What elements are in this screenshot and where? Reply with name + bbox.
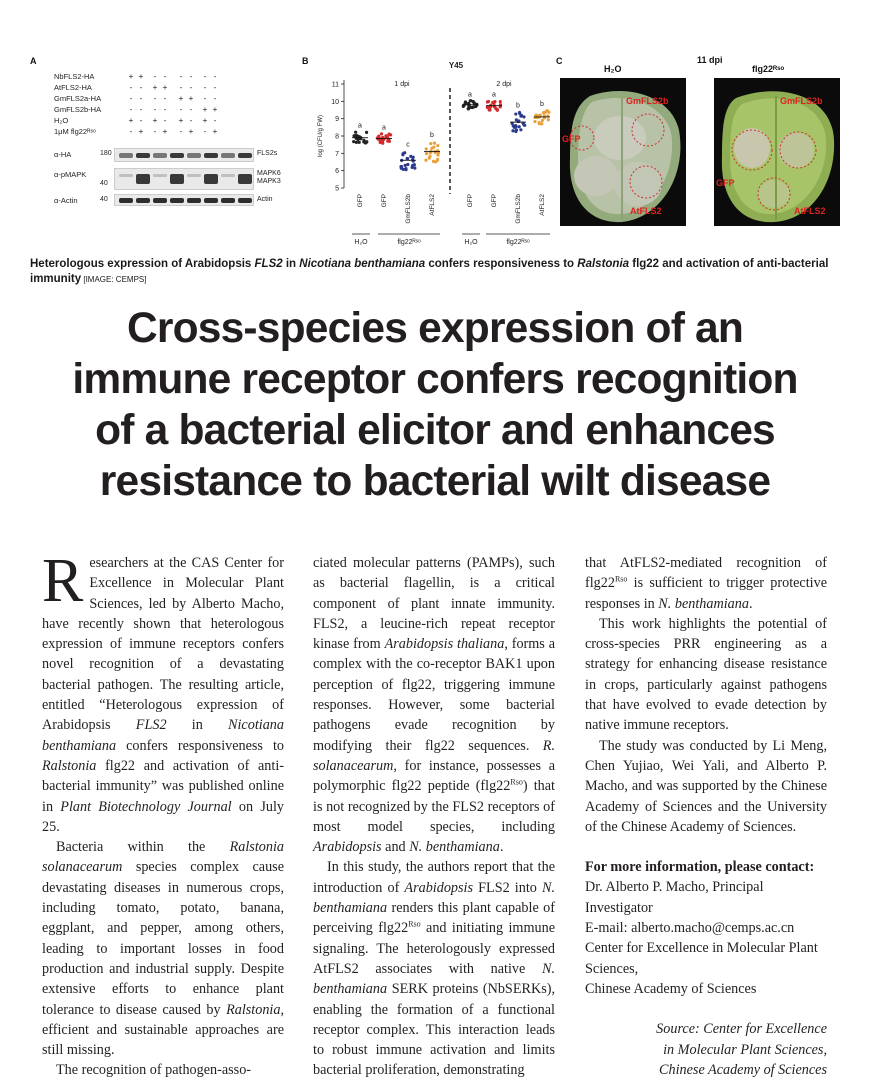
text-run: flg22 and activation of anti-bacterial immunity — [30, 258, 829, 285]
superscript-text: Rso — [614, 574, 628, 584]
blot-band — [119, 153, 133, 158]
article-column-1 — [42, 547, 284, 1081]
significance-letter: b — [430, 132, 434, 140]
condition-value: + — [162, 127, 168, 136]
data-point — [401, 153, 404, 156]
y-tick-label: 8 — [335, 133, 339, 141]
paragraph — [313, 553, 555, 857]
data-point — [464, 100, 467, 103]
significance-letter: c — [406, 141, 410, 149]
panel-c-title: 11 dpi — [697, 55, 723, 65]
blot-band — [238, 174, 252, 184]
data-point — [430, 147, 433, 150]
condition-value: + — [212, 105, 218, 114]
group-label: 1 dpi — [394, 81, 410, 88]
text-run: Bacteria within the — [56, 839, 230, 856]
condition-value: - — [163, 105, 167, 114]
data-point — [499, 100, 502, 103]
text-run: , for instance, possesses a polymorphic flg22 peptide (flg22 — [313, 757, 555, 795]
blot-band — [136, 174, 150, 184]
italic-text: Ralstonia — [577, 258, 630, 270]
significance-letter: a — [382, 124, 386, 132]
data-point — [488, 108, 491, 111]
x-category-label: GmFLS2b — [405, 194, 412, 224]
condition-value: - — [163, 116, 167, 125]
condition-row — [54, 83, 294, 94]
data-point — [547, 111, 550, 114]
data-point — [432, 160, 435, 163]
text-run: is sufficient to trigger protective responses in — [585, 575, 827, 612]
blot-band — [221, 174, 235, 177]
italic-text: FLS2 — [135, 717, 167, 734]
condition-value: - — [139, 105, 143, 114]
data-point — [380, 132, 383, 135]
molecular-weight-marker: 40 — [100, 196, 108, 203]
italic-text: Arabidopsis — [404, 879, 474, 896]
blot-antibody-label: α-pMAPK — [54, 170, 87, 179]
italic-text: N. benthamiana — [409, 839, 500, 856]
paragraph — [585, 553, 827, 614]
paragraph — [585, 614, 827, 736]
data-point — [364, 141, 367, 144]
data-point — [489, 106, 492, 109]
panel-a-western-blot — [30, 52, 300, 252]
condition-value: + — [162, 83, 168, 92]
blot-band — [136, 153, 150, 158]
column-3-text — [585, 553, 827, 837]
blot-target-label: MAPK6 MAPK3 — [257, 170, 281, 185]
condition-value: + — [138, 127, 144, 136]
condition-value: - — [213, 83, 217, 92]
condition-value: + — [212, 127, 218, 136]
condition-value: - — [163, 72, 167, 81]
italic-text: Arabidopsis thaliana — [384, 636, 505, 653]
treatment-label: H₂O — [354, 239, 368, 246]
data-point — [355, 141, 358, 144]
data-point — [538, 122, 541, 125]
y-tick-label: 6 — [335, 168, 339, 176]
panel-b-bacterial-growth — [298, 52, 560, 252]
leaf-1-heading: H₂O — [604, 64, 622, 74]
text-run: The recognition of pathogen-asso- — [56, 1062, 252, 1079]
headline-line: of a bacterial elicitor and enhances — [95, 407, 775, 454]
significance-letter: a — [492, 91, 496, 99]
italic-text: Arabidopsis — [313, 839, 382, 856]
data-point — [539, 114, 542, 117]
blot-band — [119, 198, 133, 203]
contact-block — [585, 857, 827, 999]
significance-letter: b — [516, 102, 520, 110]
data-point — [547, 118, 550, 121]
paragraph — [313, 857, 555, 1080]
condition-value: - — [213, 116, 217, 125]
leaf-2-label-atfls2: AtFLS2 — [794, 206, 826, 216]
condition-label: GmFLS2a-HA — [54, 94, 102, 103]
y-tick-label: 7 — [335, 150, 339, 158]
molecular-weight-marker: 40 — [100, 180, 108, 187]
text-run: confers responsiveness to — [116, 737, 284, 754]
data-point — [425, 152, 428, 155]
figure-caption — [30, 257, 840, 287]
contact-line: Chinese Academy of Sciences — [585, 980, 757, 997]
condition-label: AtFLS2-HA — [54, 83, 92, 92]
superscript-text: Rso — [510, 777, 523, 787]
y-tick-label: 5 — [335, 185, 339, 193]
condition-value: + — [138, 72, 144, 81]
text-run: and — [381, 839, 410, 856]
data-point — [486, 100, 489, 103]
molecular-weight-marker: 180 — [100, 150, 112, 157]
headline-line: Cross-species expression of an — [126, 305, 744, 352]
data-point — [474, 105, 477, 108]
data-point — [534, 114, 537, 117]
contact-email[interactable]: E-mail: alberto.macho@cemps.ac.cn — [585, 920, 795, 937]
group-label: 2 dpi — [496, 81, 512, 88]
image-credit: [IMAGE: CEMPS] — [81, 275, 147, 284]
text-run: in — [282, 258, 300, 270]
article-column-2 — [313, 553, 555, 1081]
panel-a-letter: A — [30, 56, 37, 66]
condition-label: 1μM flg22ᴿˢᵒ — [54, 127, 96, 136]
italic-text: FLS2 — [254, 258, 283, 270]
condition-value: - — [213, 94, 217, 103]
leaf-image-flg22 — [714, 78, 840, 226]
blot-band — [238, 153, 252, 158]
chart-title: Y45 — [448, 61, 464, 70]
blot-band — [238, 198, 252, 203]
bacterial-growth-chart — [298, 52, 560, 252]
data-point — [496, 108, 499, 111]
data-point — [381, 140, 384, 143]
data-point — [425, 147, 428, 150]
condition-value: - — [153, 94, 157, 103]
figure — [30, 52, 840, 252]
condition-value: + — [202, 116, 208, 125]
blot-band — [204, 174, 218, 184]
significance-letter: b — [540, 101, 544, 108]
text-run: ciated molecular patterns (PAMPs), such as bacterial flagellin, is a critical component of plant innate immunity. FLS2, a leucine-rich repeat receptor kinase from — [313, 555, 555, 653]
text-run: This work highlights the potential of cross-species PRR engineering as a strategy for enhancing disease resistance in crops, particularly against pathogens that have evolved to evade detection by native immune receptors. — [585, 615, 827, 734]
text-run: ) that is not recognized by the FLS2 receptors of most model species, including — [313, 778, 555, 835]
article-column-3 — [585, 553, 827, 1080]
text-run: confers responsiveness to — [425, 258, 578, 270]
blot-band — [170, 198, 184, 203]
condition-value: - — [203, 72, 207, 81]
data-point — [491, 101, 494, 104]
italic-text: Ralstonia solanacearum — [42, 839, 284, 876]
data-point — [404, 164, 407, 167]
y-tick-label: 10 — [331, 98, 339, 106]
y-tick-label: 11 — [331, 81, 339, 89]
data-point — [406, 157, 409, 160]
italic-text: Ralstonia — [226, 1001, 281, 1018]
condition-value: - — [179, 105, 183, 114]
data-point — [376, 136, 379, 139]
blot-antibody-label: α-HA — [54, 150, 72, 159]
blot-band — [187, 153, 201, 158]
condition-value: - — [179, 72, 183, 81]
condition-value: - — [189, 83, 193, 92]
italic-text: Nicotiana benthamiana — [42, 717, 284, 754]
condition-value: - — [189, 72, 193, 81]
x-category-label: AtFLS2 — [539, 194, 546, 216]
text-run: Heterologous expression of Arabidopsis — [30, 258, 255, 270]
leaf-1-label-gfp: GFP — [562, 134, 581, 144]
data-point — [358, 141, 361, 144]
data-point — [356, 138, 359, 141]
blot-band — [221, 198, 235, 203]
data-point — [515, 118, 518, 121]
blot-band — [221, 153, 235, 158]
blot-strip — [114, 148, 254, 162]
paragraph — [42, 837, 284, 1060]
source-line: Source: Center for Excellence — [656, 1021, 827, 1038]
blot-band — [153, 198, 167, 203]
condition-value: - — [139, 116, 143, 125]
text-run: species complex cause devastating diseases in numerous crops, including tomato, potato, banana, eggplant, and pepper, among others, leading to important losses in food production and industrial supply. Despite extensive efforts to enhance plant tolerance to disease caused by — [42, 859, 284, 1018]
data-point — [467, 107, 470, 110]
italic-text: Plant Biotechnology Journal — [60, 798, 232, 815]
data-point — [522, 115, 525, 118]
blot-target-label: FLS2s — [257, 150, 278, 157]
data-point — [429, 142, 432, 145]
text-run: flg22 and activation of anti-bacterial immunity” was published online in — [42, 757, 284, 815]
source-line: in Molecular Plant Sciences, — [663, 1041, 827, 1058]
condition-row — [54, 72, 294, 83]
condition-value: - — [129, 94, 133, 103]
leaf-1-label-atfls2: AtFLS2 — [630, 206, 662, 216]
panel-c-letter: C — [556, 56, 563, 66]
data-point — [514, 130, 517, 133]
drop-cap: R — [42, 547, 84, 615]
significance-letter: a — [358, 122, 362, 130]
data-point — [365, 131, 368, 134]
condition-value: + — [152, 116, 158, 125]
condition-value: - — [179, 127, 183, 136]
text-run: SERK proteins (NbSERKs), enabling the formation of a functional receptor complex. This interaction leads to robust immune activation and limits bacterial proliferation, demonstrating — [313, 981, 555, 1079]
data-point — [519, 128, 522, 131]
text-run: that AtFLS2-mediated recognition of flg22 — [585, 555, 827, 592]
blot-strip — [114, 194, 254, 206]
condition-value: + — [178, 116, 184, 125]
data-point — [436, 144, 439, 147]
text-run: and initiating immune signaling. The heterologously expressed AtFLS2 associates with native — [313, 920, 555, 977]
contact-line: Dr. Alberto P. Macho, Principal Investigator — [585, 879, 764, 916]
condition-value: - — [213, 72, 217, 81]
leaf-2-heading: flg22ᴿˢᵒ — [752, 64, 785, 74]
condition-row — [54, 127, 294, 138]
leaf-2-label-gmfls2b: GmFLS2b — [780, 96, 823, 106]
condition-value: - — [179, 83, 183, 92]
blot-antibody-label: α-Actin — [54, 196, 78, 205]
data-point — [399, 165, 402, 168]
data-point — [518, 125, 521, 128]
text-run: esearchers at the CAS Center for Excellence in Molecular Plant Sciences, led by Alberto Macho, have recently shown that heterologous expression of immune receptors confers novel recognition of a devastating bacterial pathogen. The resulting article, entitled “Heterologous expression of Arabidopsis — [42, 555, 284, 734]
condition-value: - — [153, 72, 157, 81]
contact-line: Center for Excellence in Molecular Plant Sciences, — [585, 940, 818, 977]
data-point — [544, 111, 547, 114]
text-run: In this study, the authors report that the introduction of — [313, 859, 555, 896]
blot-band — [153, 153, 167, 158]
condition-label: H₂O — [54, 116, 69, 125]
source-line: Chinese Academy of Sciences — [659, 1061, 827, 1078]
data-point — [518, 111, 521, 114]
italic-text: N. benthamiana — [313, 960, 555, 998]
condition-value: - — [129, 105, 133, 114]
text-run: . — [748, 595, 753, 612]
text-run: FLS2 into — [473, 879, 542, 896]
blot-target-label: Actin — [257, 196, 273, 203]
blot-band — [170, 153, 184, 158]
text-run: The study was conducted by Li Meng, Chen Yujiao, Wei Yali, and Alberto P. Macho, and was supported by the Chinese Academy of Sciences and the University of the Chinese Academy of Sciences. — [585, 737, 827, 835]
superscript-text: Rso — [408, 919, 421, 929]
significance-letter: a — [468, 91, 472, 99]
condition-label: GmFLS2b-HA — [54, 105, 102, 114]
data-point — [411, 164, 414, 167]
condition-value: - — [139, 83, 143, 92]
leaf-2-label-gfp: GFP — [716, 178, 735, 188]
treatment-label: H₂O — [464, 239, 478, 246]
condition-value: + — [188, 127, 194, 136]
condition-value: + — [202, 105, 208, 114]
x-category-label: AtFLS2 — [429, 194, 436, 216]
paragraph — [42, 1060, 284, 1080]
condition-value: - — [153, 105, 157, 114]
text-run: renders this plant capable of perceiving flg22 — [313, 900, 555, 937]
paragraph — [42, 547, 284, 837]
data-point — [472, 100, 475, 103]
blot-strip — [114, 168, 254, 190]
condition-value: - — [189, 116, 193, 125]
blot-band — [204, 198, 218, 203]
condition-value: - — [163, 94, 167, 103]
condition-value: - — [203, 94, 207, 103]
source-credit — [585, 1019, 827, 1080]
headline-line: resistance to bacterial wilt disease — [99, 458, 771, 505]
data-point — [462, 105, 465, 108]
data-point — [429, 149, 432, 152]
italic-text: R. solanacearum — [313, 737, 555, 774]
data-point — [533, 120, 536, 123]
text-run: in — [166, 717, 229, 734]
x-category-label: GFP — [357, 194, 364, 208]
headline-line: immune receptor confers recognition — [72, 356, 798, 403]
x-category-label: GFP — [467, 194, 474, 208]
headline — [20, 303, 850, 507]
paragraph — [585, 736, 827, 837]
data-point — [386, 139, 389, 142]
italic-text: Nicotiana benthamiana — [299, 258, 426, 270]
data-point — [523, 124, 526, 127]
blot-band — [187, 174, 201, 177]
panel-c-leaf-images — [554, 52, 844, 230]
condition-value: + — [152, 83, 158, 92]
condition-value: + — [188, 94, 194, 103]
data-point — [404, 167, 407, 170]
data-point — [386, 135, 389, 138]
x-category-label: GFP — [491, 194, 498, 208]
condition-value: - — [129, 127, 133, 136]
leaf-1-label-gmfls2b: GmFLS2b — [626, 96, 669, 106]
data-point — [469, 99, 472, 102]
italic-text: N. benthamiana — [313, 879, 555, 917]
condition-row — [54, 105, 294, 116]
x-category-label: GmFLS2b — [515, 194, 522, 224]
condition-value: + — [128, 72, 134, 81]
panel-b-letter: B — [302, 56, 309, 66]
data-point — [424, 159, 427, 162]
condition-row — [54, 116, 294, 127]
condition-value: + — [128, 116, 134, 125]
blot-band — [153, 174, 167, 177]
data-point — [352, 140, 355, 143]
data-point — [541, 119, 544, 122]
condition-value: - — [129, 83, 133, 92]
contact-heading: For more information, please contact: — [585, 859, 815, 876]
text-run: , forms a complex with the co-receptor BAK1 upon perception of flg22, triggering immune responses. However, some bacterial pathogens evade recognition by modifying their flg22 sequences. — [313, 636, 555, 754]
text-run: . — [499, 839, 504, 856]
data-point — [511, 129, 514, 132]
x-category-label: GFP — [381, 194, 388, 208]
data-point — [428, 157, 431, 160]
blot-band — [170, 174, 184, 184]
condition-value: - — [139, 94, 143, 103]
treatment-label: flg22ᴿˢᵒ — [506, 239, 530, 246]
blot-band — [119, 174, 133, 177]
data-point — [433, 142, 436, 145]
condition-value: - — [189, 105, 193, 114]
condition-value: - — [203, 83, 207, 92]
data-point — [413, 166, 416, 169]
data-point — [436, 158, 439, 161]
data-point — [513, 126, 516, 129]
text-run: on July 25. — [42, 798, 284, 835]
blot-band — [204, 153, 218, 158]
italic-text: Ralstonia — [42, 757, 97, 774]
italic-text: N. benthamiana — [658, 595, 749, 612]
blot-band — [136, 198, 150, 203]
y-axis-label: log (CFU/g FW) — [318, 115, 324, 157]
data-point — [354, 131, 357, 134]
data-point — [514, 112, 517, 115]
y-tick-label: 9 — [335, 116, 339, 124]
text-run: , efficient and sustainable approaches are still missing. — [42, 1001, 284, 1059]
blot-band — [187, 198, 201, 203]
condition-row — [54, 94, 294, 105]
condition-value: - — [153, 127, 157, 136]
condition-value: + — [178, 94, 184, 103]
treatment-label: flg22ᴿˢᵒ — [397, 239, 421, 246]
condition-value: - — [203, 127, 207, 136]
leaf-image-h2o — [560, 78, 686, 226]
condition-label: NbFLS2-HA — [54, 72, 95, 81]
